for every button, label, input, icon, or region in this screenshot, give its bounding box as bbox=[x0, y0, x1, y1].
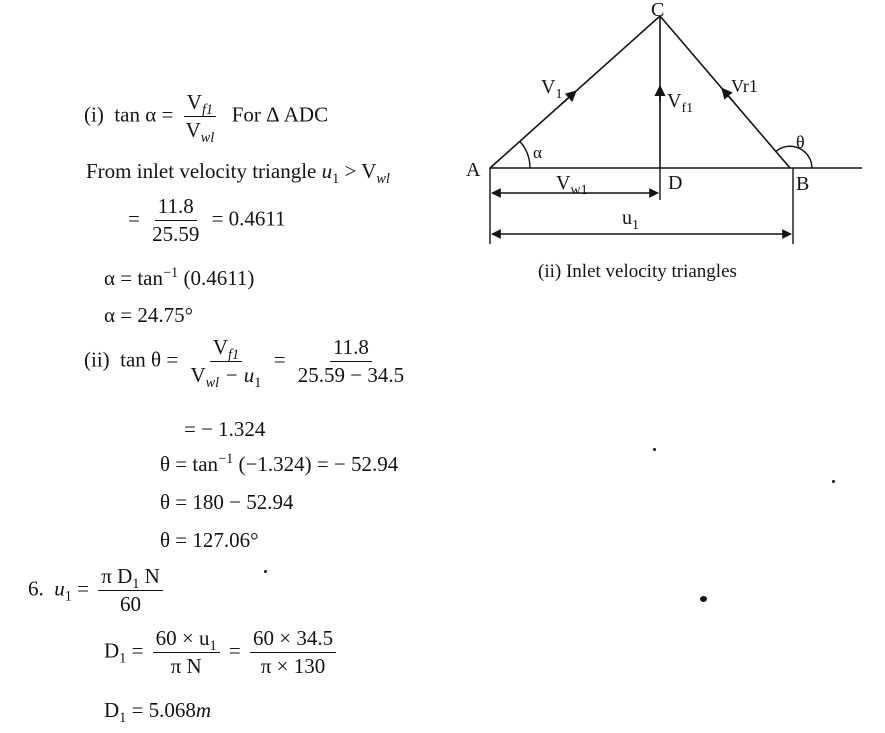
eq-11-8-over-25-59: = $\frac{11.8}{25.59}$ = 0.4611 bbox=[128, 194, 286, 246]
tan-alpha-lhs: tan α = bbox=[114, 102, 174, 127]
label-v1: $V_1$ bbox=[541, 76, 563, 102]
eq-alpha-tan-inverse: $\alpha = \tan^{-1} (0.4611)$ bbox=[104, 265, 255, 290]
part-i-label: (i) bbox=[84, 102, 104, 127]
eq-theta-tan-inverse: $\theta = \tan^{-1} (-1.324)$ = − 52.94 bbox=[160, 451, 399, 476]
label-d: D bbox=[668, 172, 683, 194]
scan-speck bbox=[700, 596, 707, 602]
for-adc-text: For Δ ADC bbox=[231, 102, 329, 127]
label-vr1: Vr1 bbox=[731, 76, 758, 96]
vf1-over-vw1: $\frac{V_{f1}}{V_{wl}}$ bbox=[185, 90, 215, 147]
label-c: C bbox=[651, 0, 665, 21]
label-u1: $u_1$ bbox=[622, 207, 639, 233]
scan-speck bbox=[832, 480, 835, 483]
eq-d1-formula: $D_1$ = $\frac{60 \times u_1}{\text{π N}}$ = $\frac{60 \times 34.5}{\pi \times 130}$ bbox=[104, 628, 340, 677]
alpha-arc bbox=[520, 141, 530, 168]
eq-alpha-value: α = 24.75° bbox=[104, 303, 193, 327]
label-b: B bbox=[796, 173, 810, 195]
label-vf1: $V_{f1}$ bbox=[667, 90, 694, 116]
eq-tan-theta: (ii) tan θ = $\frac{V_{f1}}{V_{wl} - u_1}$ = $\frac{11.8}{25.59 - 34.5}$ bbox=[84, 335, 405, 392]
from-inlet-line: From inlet velocity triangle $u_1 > V_{wl}$ bbox=[86, 159, 390, 188]
label-alpha: α bbox=[533, 143, 542, 162]
eq-neg-1324: = − 1.324 bbox=[184, 417, 266, 441]
eq-u1: 6. $u_1$ = $\frac{\pi D_1 N}{60}$ bbox=[28, 566, 167, 615]
eq-d1-value: $D_1 = 5.068m$ bbox=[104, 698, 212, 727]
label-theta: θ bbox=[796, 132, 805, 152]
scan-speck bbox=[264, 570, 267, 573]
label-a: A bbox=[466, 159, 481, 181]
scan-speck bbox=[653, 448, 656, 451]
eq-tan-alpha bbox=[84, 90, 329, 147]
eq-theta-value: θ = 127.06° bbox=[160, 528, 259, 552]
diagram-caption: (ii) Inlet velocity triangles bbox=[538, 261, 737, 282]
label-vw1: $V_{w1}$ bbox=[556, 172, 588, 198]
eq-theta-180: θ = 180 − 52.94 bbox=[160, 490, 294, 514]
